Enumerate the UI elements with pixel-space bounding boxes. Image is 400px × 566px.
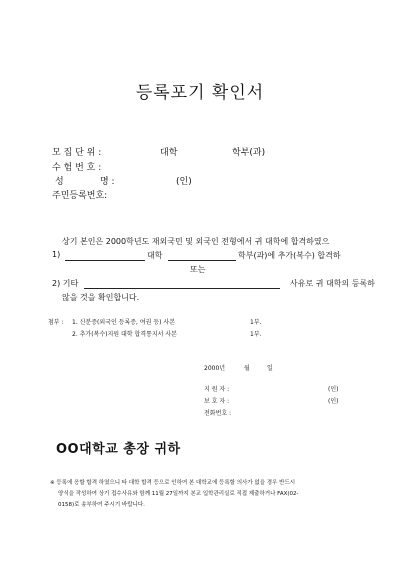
attachment-item-2-qty: 1부. — [250, 331, 262, 338]
recruit-unit-label: 모 집 단 위 : — [52, 148, 102, 158]
attachment-item-1: 1. 신분증(외국인 등록증, 여권 등) 사본 — [72, 319, 175, 326]
attachments-label: 첨부 : — [48, 319, 64, 326]
name-label-second: 명 : — [100, 177, 115, 187]
applicant-label: 지 원 자 : — [204, 386, 230, 393]
resident-number-label: 주민등록번호: — [52, 191, 108, 201]
body-line-4-prefix: 2) 기타 — [52, 279, 79, 288]
name-seal: (인) — [176, 177, 192, 187]
dept-suffix: 학부(과) — [232, 148, 266, 158]
attachment-item-1-qty: 1부. — [250, 319, 262, 326]
applicant-seal: (인) — [328, 386, 339, 393]
note-line-3: 0158)로 송부하여 주시기 바랍니다. — [58, 502, 145, 508]
date-month: 월 — [244, 365, 250, 372]
guardian-seal: (인) — [328, 398, 339, 405]
exam-number-label: 수 험 번 호 : — [52, 163, 102, 173]
body-line-5: 않을 것을 확인합니다. — [62, 293, 140, 302]
date-day: 일 — [267, 365, 273, 372]
body-line-4-rest: 사유로 귀 대학의 등록하 — [290, 279, 375, 288]
college-suffix: 대학 — [160, 148, 178, 158]
date-year: 2000년 — [204, 365, 226, 372]
other-reason-blank — [84, 288, 280, 289]
phone-label: 전화번호 : — [204, 410, 232, 417]
department-name-blank — [168, 260, 236, 261]
note-line-1: ※ 등록에 응할 합격 하였으니 타 대학 합격 등으로 인하여 본 대학교에 등록할 의사가 없을 경우 반드시 — [50, 480, 296, 486]
document-title: 등록포기 확인서 — [135, 83, 265, 103]
note-line-2: 양식을 작성하여 상기 접수사유와 함께 11월 27일까지 본교 입학관리실로 직접 제출하거나 FAX(02- — [58, 491, 299, 497]
attachment-item-2: 2. 추가(복수)지원 대학 합격통지서 사본 — [72, 331, 177, 338]
body-line-2-rest: 학부(과)에 추가(복수) 합격하 — [238, 251, 341, 260]
college-name-blank — [65, 260, 145, 261]
body-line-2-prefix: 1) — [52, 250, 61, 259]
addressee: OO대학교 총장 귀하 — [56, 442, 181, 457]
body-line-1: 상기 본인은 2000학년도 재외국민 및 외국인 전형에서 귀 대학에 합격하였으 — [62, 237, 330, 246]
name-label-first: 성 — [55, 177, 64, 187]
guardian-label: 보 호 자 : — [204, 398, 230, 405]
body-line-2-college: 대학 — [147, 251, 163, 260]
body-line-3: 또는 — [190, 265, 206, 274]
